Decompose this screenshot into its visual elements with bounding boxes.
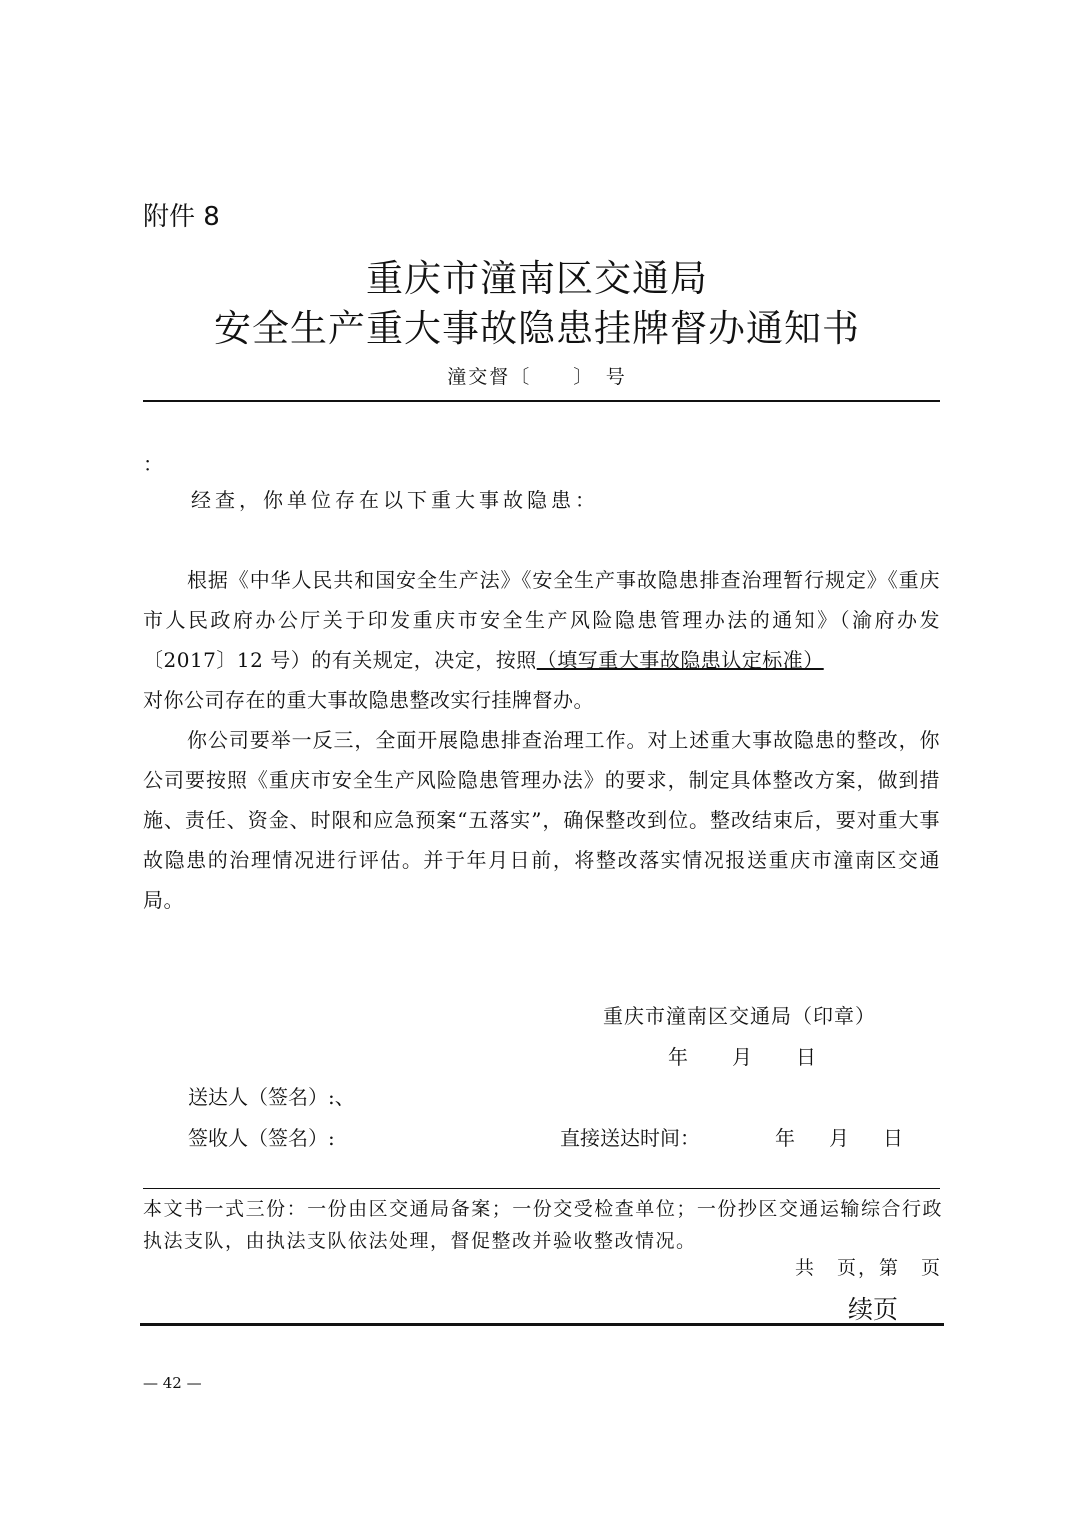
direct-delivery-date <box>775 1122 937 1151</box>
copies-note: 本文书一式三份：一份由区交通局备案；一份交受检查单位；一份抄区交通运输综合行政执法支队，由执法支队依法处理，督促整改并验收整改情况。 <box>143 1198 943 1252</box>
document-title-line1: 重庆市潼南区交通局 <box>366 257 708 300</box>
legal-basis-main: 根据《中华人民共和国安全生产法》《安全生产事故隐患排查治理暂行规定》《重庆市人民政府办公厅关于印发重庆市安全生产风险隐患管理办法的通知》（渝府办发〔2017〕12 号）的有关规定，决定，按照 <box>143 568 940 672</box>
legal-basis-paragraph <box>143 560 940 720</box>
attachment-label: 附件 8 <box>143 202 220 232</box>
issue-year: 年 <box>668 1045 688 1069</box>
document-title-line2: 安全生产重大事故隐患挂牌督办通知书 <box>214 307 860 350</box>
delivery-month: 月 <box>829 1126 849 1150</box>
sender-signature-label: 送达人（签名）:、 <box>188 1085 355 1109</box>
direct-delivery-time-label: 直接送达时间： <box>560 1126 700 1150</box>
delivery-day: 日 <box>883 1126 903 1150</box>
header-divider <box>143 400 940 402</box>
legal-basis-tail: 对你公司存在的重大事故隐患整改实行挂牌督办。 <box>143 688 594 712</box>
legal-basis-text <box>143 560 940 680</box>
addressee-colon: ： <box>143 452 163 476</box>
rectification-requirement-paragraph <box>143 720 940 920</box>
issue-day: 日 <box>796 1045 816 1069</box>
hazard-found-paragraph: 经查，你单位存在以下重大事故隐患： <box>191 488 599 512</box>
bottom-divider <box>140 1323 944 1326</box>
hazard-standard-blank: （填写重大事故隐患认定标准） <box>536 648 824 672</box>
issue-month: 月 <box>732 1045 752 1069</box>
issue-date <box>668 1041 860 1070</box>
continued-page-label: 续页 <box>848 1295 899 1324</box>
issuing-organization-seal: 重庆市潼南区交通局（印章） <box>603 1004 876 1028</box>
footer-divider <box>143 1188 940 1189</box>
delivery-year: 年 <box>775 1126 795 1150</box>
receiver-signature-label: 签收人（签名）: <box>188 1126 335 1150</box>
page-count-label: 共 页，第 页 <box>795 1257 943 1279</box>
page-number: — 42 — <box>143 1374 202 1392</box>
requirement-text: 你公司要举一反三，全面开展隐患排查治理工作。对上述重大事故隐患的整改，你公司要按照《重庆市安全生产风险隐患管理办法》的要求，制定具体整改方案，做到措施、责任、资金、时限和应急预案“五落实”，确保整改到位。整改结束后，要对重大事故隐患的治理情况进行评估。并于年月日前，将整改落实情况报送重庆市潼南区交通局。 <box>143 728 940 912</box>
document-number: 潼交督〔 〕 号 <box>447 366 627 388</box>
